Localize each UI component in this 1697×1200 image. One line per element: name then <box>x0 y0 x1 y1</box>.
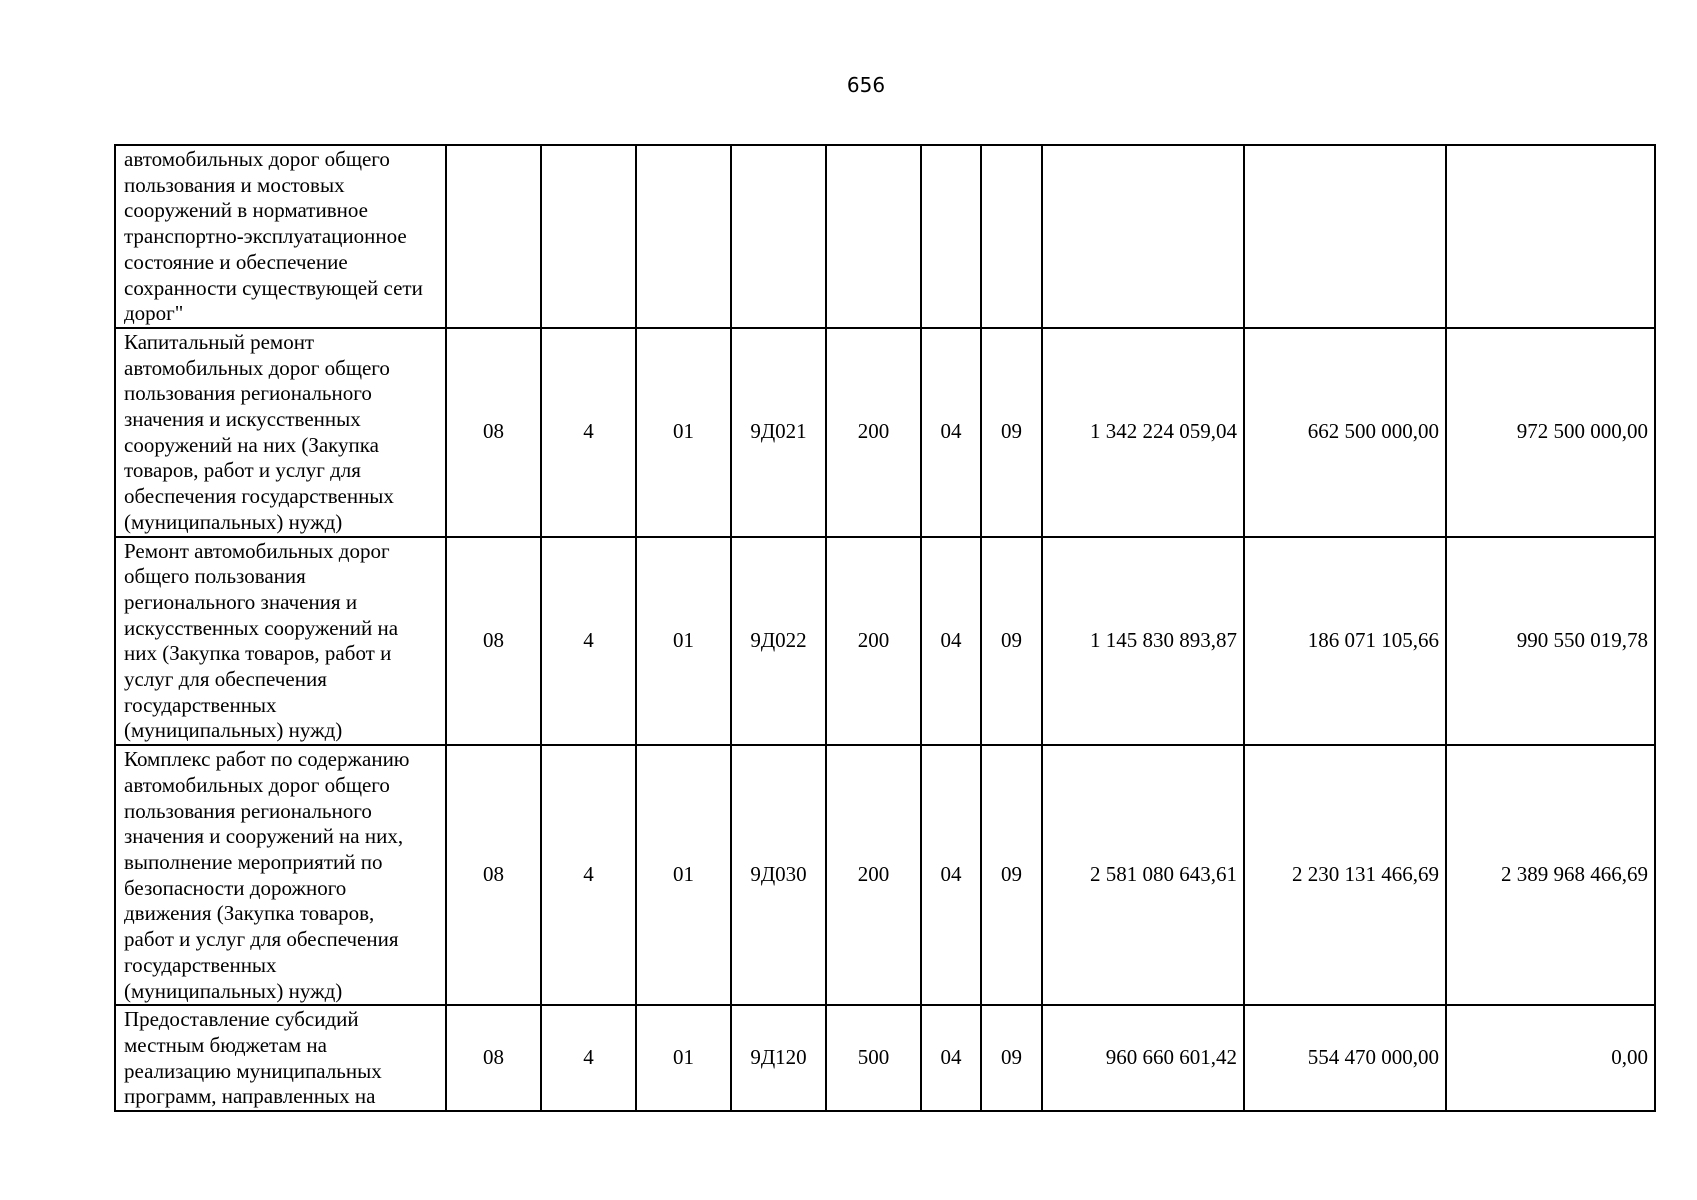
program-code: 08 <box>446 328 541 537</box>
row-description: Капитальный ремонт автомобильных дорог общего пользования регионального значения и искусственных сооружений на них (Закупка товаров, работ и услуг для обеспечения государственных (муниципальных) нужд) <box>115 328 446 537</box>
direction-code <box>731 145 826 328</box>
amount-year-1 <box>1042 145 1244 328</box>
budget-table <box>114 144 1656 1112</box>
subprogram-code: 4 <box>541 537 636 746</box>
program-code <box>446 145 541 328</box>
row-description: Ремонт автомобильных дорог общего пользования регионального значения и искусственных сооружений на них (Закупка товаров, работ и услуг для обеспечения государственных (муниципальных) нужд) <box>115 537 446 746</box>
expense-type-code: 500 <box>826 1005 921 1111</box>
activity-code: 01 <box>636 328 731 537</box>
subsection-code: 09 <box>981 1005 1042 1111</box>
subsection-code: 09 <box>981 328 1042 537</box>
amount-year-2: 554 470 000,00 <box>1244 1005 1446 1111</box>
table-row <box>115 1005 1655 1111</box>
subsection-code: 09 <box>981 745 1042 1005</box>
amount-year-1: 960 660 601,42 <box>1042 1005 1244 1111</box>
subprogram-code: 4 <box>541 1005 636 1111</box>
amount-year-1: 1 342 224 059,04 <box>1042 328 1244 537</box>
direction-code: 9Д030 <box>731 745 826 1005</box>
subprogram-code <box>541 145 636 328</box>
table-row <box>115 537 1655 746</box>
section-code: 04 <box>921 328 981 537</box>
subprogram-code: 4 <box>541 745 636 1005</box>
amount-year-1: 2 581 080 643,61 <box>1042 745 1244 1005</box>
amount-year-3 <box>1446 145 1655 328</box>
direction-code: 9Д021 <box>731 328 826 537</box>
table-row <box>115 145 1655 328</box>
amount-year-1: 1 145 830 893,87 <box>1042 537 1244 746</box>
amount-year-2: 186 071 105,66 <box>1244 537 1446 746</box>
activity-code: 01 <box>636 745 731 1005</box>
program-code: 08 <box>446 1005 541 1111</box>
section-code <box>921 145 981 328</box>
section-code: 04 <box>921 1005 981 1111</box>
page-number: 656 <box>846 73 886 97</box>
amount-year-2: 662 500 000,00 <box>1244 328 1446 537</box>
amount-year-2 <box>1244 145 1446 328</box>
amount-year-2: 2 230 131 466,69 <box>1244 745 1446 1005</box>
direction-code: 9Д120 <box>731 1005 826 1111</box>
amount-year-3: 0,00 <box>1446 1005 1655 1111</box>
section-code: 04 <box>921 537 981 746</box>
expense-type-code <box>826 145 921 328</box>
expense-type-code: 200 <box>826 537 921 746</box>
row-description: Предоставление субсидий местным бюджетам на реализацию муниципальных программ, направленных на <box>115 1005 446 1111</box>
program-code: 08 <box>446 537 541 746</box>
row-description: Комплекс работ по содержанию автомобильных дорог общего пользования регионального значения и сооружений на них, выполнение мероприятий по безопасности дорожного движения (Закупка товаров, работ и услуг для обеспечения государственных (муниципальных) нужд) <box>115 745 446 1005</box>
subprogram-code: 4 <box>541 328 636 537</box>
table-row <box>115 745 1655 1005</box>
activity-code: 01 <box>636 537 731 746</box>
amount-year-3: 972 500 000,00 <box>1446 328 1655 537</box>
activity-code: 01 <box>636 1005 731 1111</box>
table-row <box>115 328 1655 537</box>
subsection-code: 09 <box>981 537 1042 746</box>
program-code: 08 <box>446 745 541 1005</box>
activity-code <box>636 145 731 328</box>
section-code: 04 <box>921 745 981 1005</box>
amount-year-3: 990 550 019,78 <box>1446 537 1655 746</box>
subsection-code <box>981 145 1042 328</box>
amount-year-3: 2 389 968 466,69 <box>1446 745 1655 1005</box>
direction-code: 9Д022 <box>731 537 826 746</box>
row-description: автомобильных дорог общего пользования и мостовых сооружений в нормативное транспортно-эксплуатационное состояние и обеспечение сохранности существующей сети дорог" <box>115 145 446 328</box>
expense-type-code: 200 <box>826 745 921 1005</box>
expense-type-code: 200 <box>826 328 921 537</box>
